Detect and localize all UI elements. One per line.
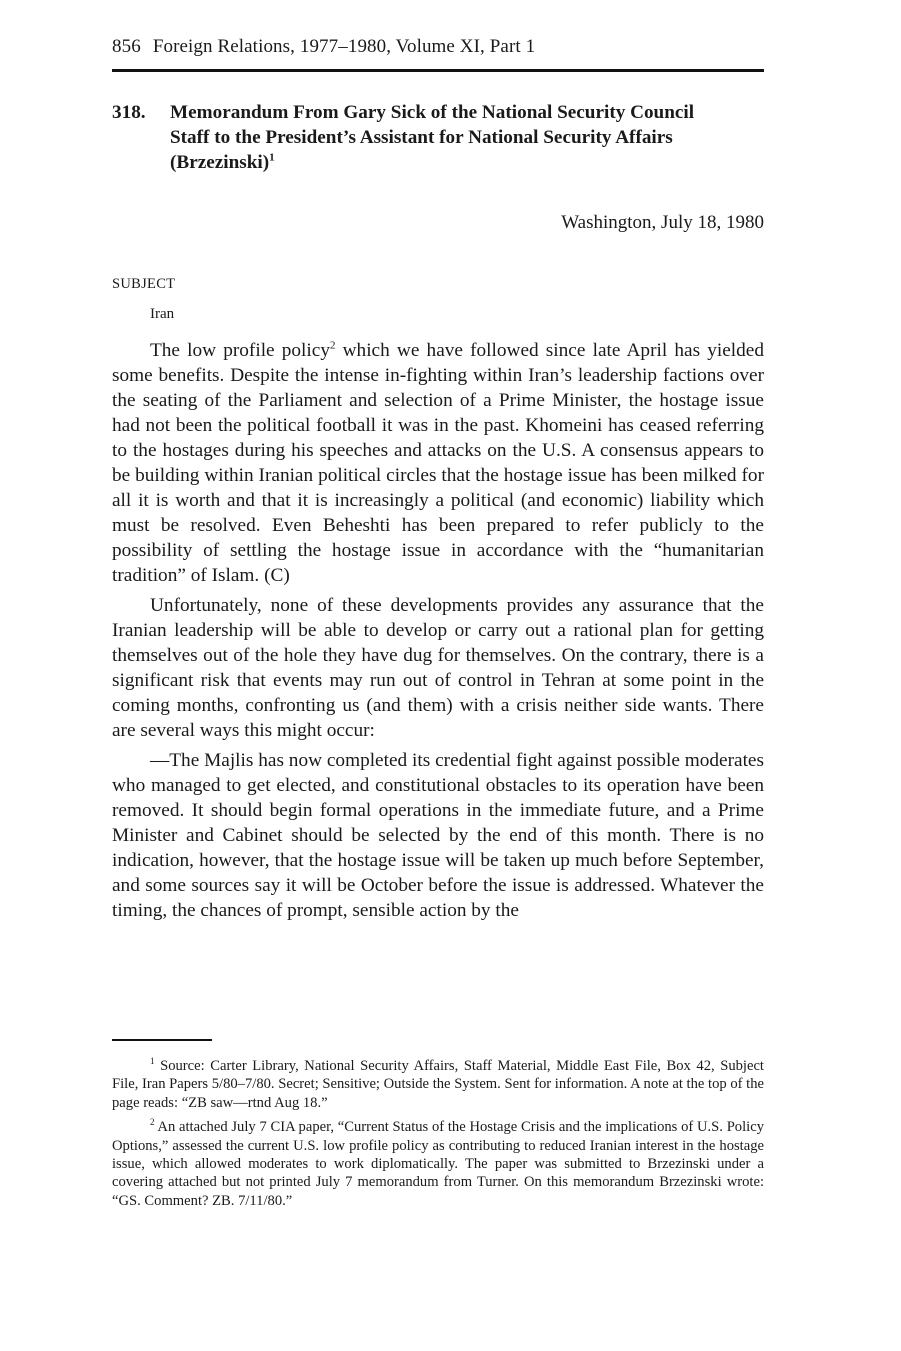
document-page <box>112 36 764 1209</box>
footnote-2-text: An attached July 7 CIA paper, “Current Status of the Hostage Crisis and the implications of U.S. Policy Options,” assessed the current U.S. low profile policy as contributing to reduced Iranian interest in the hostage issue, which allowed moderates to work diplomatically. The paper was submitted to Brzezinski under a covering attached but not printed July 7 memorandum from Turner. On this memorandum Brzezinski wrote: “GS. Comment? ZB. 7/11/80.” <box>112 1119 764 1209</box>
subject-label: SUBJECT <box>112 276 176 292</box>
footnote-1-text: Source: Carter Library, National Security Affairs, Staff Material, Middle East File, Box 42, Subject File, Iran Papers 5/80–7/80. Secret; Sensitive; Outside the System. Sent for information. A note at the top of the page reads: “ZB saw—rtnd Aug 18.” <box>112 1058 764 1111</box>
footnote-ref-1[interactable]: 1 <box>269 151 275 164</box>
page-number: 856 <box>112 36 141 57</box>
footnotes <box>112 1057 764 1216</box>
series-title: Foreign Relations, 1977–1980, Volume XI, Part 1 <box>152 36 536 57</box>
footnote-2-mark: 2 <box>150 1117 155 1128</box>
paragraph-2: Unfortunately, none of these developments provides any assurance that the Iranian leadership will be able to develop or carry out a rational plan for getting themselves out of the hole they have dug for themselves. On the contrary, there is a significant risk that events may run out of control in Tehran at some point in the coming months, confronting us (and them) with a crisis neither side wants. There are several ways this might occur: <box>112 595 764 741</box>
paragraph-3: —The Majlis has now completed its credential fight against possible moderates who managed to get elected, and constitutional obstacles to its operation have been removed. It should begin formal operations in the immediate future, and a Prime Minister and Cabinet should be selected by the end of this month. There is no indication, however, that the hostage issue will be taken up much before September, and some sources say it will be October before the issue is addressed. Whatever the timing, the chances of prompt, sensible action by the <box>112 750 764 921</box>
header-rule <box>112 69 764 72</box>
footnote-1-mark: 1 <box>150 1056 155 1067</box>
footnote-ref-2[interactable]: 2 <box>329 339 336 352</box>
place-date: Washington, July 18, 1980 <box>561 212 764 233</box>
footnote-1 <box>112 1057 764 1112</box>
document-heading <box>112 100 764 175</box>
paragraph-1-rest: which we have followed since late April has yielded some benefits. Despite the intense in-fighting within Iran’s leadership factions over the seating of the Parliament and selection of a Prime Minister, the hostage issue had not been the political football it was in the past. Khomeini has ceased referring to the hostages during his speeches and attacks on the U.S. A consensus appears to be building within Iranian political circles that the hostage issue has been milked for all it is worth and that it is increasingly a political (and economic) liability which must be resolved. Even Beheshti has been prepared to refer publicly to the possibility of settling the hostage issue in accordance with the “humanitarian tradition” of Islam. (C) <box>112 340 764 586</box>
footnote-2 <box>112 1118 764 1210</box>
document-title <box>170 100 730 175</box>
subject-value: Iran <box>150 306 175 322</box>
memo-body <box>112 338 764 928</box>
paragraph-1-start: The low profile policy <box>150 340 330 361</box>
paragraph-1 <box>112 338 764 588</box>
document-number: 318. <box>112 102 146 123</box>
running-head <box>112 36 764 66</box>
document-title-text: Memorandum From Gary Sick of the National Security Council Staff to the President’s Assistant for National Security Affairs (Brzezinski) <box>170 102 695 173</box>
footnote-rule <box>112 1039 212 1041</box>
